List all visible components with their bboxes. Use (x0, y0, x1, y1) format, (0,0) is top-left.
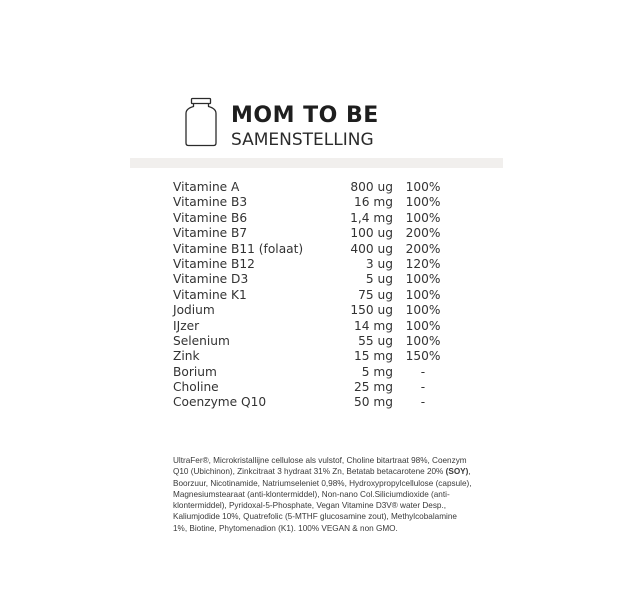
nutrient-row (173, 242, 473, 257)
nutrient-row (173, 319, 473, 334)
nutrient-row (173, 349, 473, 364)
nutrient-name: Vitamine D3 (173, 272, 249, 287)
page-subtitle: SAMENSTELLING (231, 130, 374, 150)
nutrient-name: Vitamine B7 (173, 226, 248, 241)
nutrient-amount: 55 ug (358, 333, 393, 348)
page-title: MOM TO BE (231, 103, 379, 128)
nutrient-name: Vitamine K1 (173, 287, 247, 302)
jar-icon (184, 97, 218, 147)
nutrient-name: Choline (173, 380, 219, 395)
ingredients-text (173, 455, 473, 534)
nutrient-percent: - (420, 380, 426, 395)
nutrient-row (173, 365, 473, 380)
nutrient-amount: 5 ug (365, 272, 393, 287)
nutrient-row (173, 380, 473, 395)
nutrient-name: Vitamine B6 (173, 210, 248, 225)
nutrient-row (173, 303, 473, 318)
nutrient-percent: - (420, 364, 426, 379)
nutrient-percent: 100% (405, 333, 441, 348)
nutrient-percent: 100% (405, 272, 441, 287)
nutrient-amount: 15 mg (354, 349, 393, 364)
nutrient-amount: 16 mg (354, 195, 393, 210)
nutrient-percent: 100% (405, 210, 441, 225)
nutrient-row (173, 334, 473, 349)
nutrient-amount: 14 mg (354, 318, 393, 333)
nutrient-name: Vitamine A (173, 180, 240, 194)
nutrient-row (173, 272, 473, 287)
nutrient-amount: 100 ug (350, 226, 393, 241)
nutrient-amount: 25 mg (354, 380, 393, 395)
nutrient-percent: 150% (405, 349, 441, 364)
nutrient-amount: 3 ug (365, 256, 393, 271)
nutrient-row (173, 226, 473, 241)
nutrient-percent: 100% (405, 318, 441, 333)
nutrient-percent: 120% (405, 256, 441, 271)
nutrient-name: Vitamine B11 (folaat) (173, 241, 304, 256)
nutrient-row (173, 257, 473, 272)
ingredients-part: , Boorzuur, Nicotinamide, Natriumseleniet 0,98%, Hydroxypropylcellulose (capsule), Magnesiumstearaat (anti-klontermiddel), Non-nano Col.Siliciumdioxide (anti-klontermiddel), Pyridoxal-5-Phosphate, Vegan Vitamine D3V® water Desp., Kaliumjodide 10%, Quatrefolic (5-MTHF glucosamine zout), Methylcobalamine 1%, Biotine, Phytomenadion (K1). 100% VEGAN & non GMO. (173, 467, 472, 533)
nutrient-row (173, 395, 473, 410)
nutrient-amount: 400 ug (350, 241, 393, 256)
nutrient-percent: 100% (405, 287, 441, 302)
nutrient-percent: 100% (405, 303, 441, 318)
nutrient-name: Coenzyme Q10 (173, 395, 267, 410)
nutrient-amount: 150 ug (350, 303, 393, 318)
nutrient-amount: 1,4 mg (350, 210, 393, 225)
nutrient-row (173, 195, 473, 210)
nutrient-amount: 5 mg (361, 364, 393, 379)
nutrient-name: Vitamine B12 (173, 256, 255, 271)
nutrient-percent: 200% (405, 241, 441, 256)
ingredients-part: UltraFer®, Microkristallijne cellulose als vulstof, Choline bitartraat 98%, Coenzym Q10 (Ubichinon), Zinkcitraat 3 hydraat 31% Zn, Betatab betacarotene 20% (173, 456, 467, 477)
nutrient-amount: 50 mg (354, 395, 393, 410)
nutrient-percent: 100% (405, 195, 441, 210)
nutrient-percent: 200% (405, 226, 441, 241)
nutrient-row (173, 288, 473, 303)
nutrient-name: Zink (173, 349, 200, 364)
nutrient-name: Selenium (173, 333, 230, 348)
divider-band (130, 158, 503, 168)
nutrient-table (173, 180, 473, 411)
nutrient-name: Vitamine B3 (173, 195, 248, 210)
nutrient-row (173, 211, 473, 226)
allergen-label: (SOY) (445, 467, 469, 477)
nutrient-percent: 100% (405, 180, 441, 194)
nutrient-name: Jodium (173, 303, 215, 318)
nutrient-amount: 800 ug (350, 180, 393, 194)
nutrient-amount: 75 ug (358, 287, 393, 302)
nutrient-name: IJzer (173, 318, 200, 333)
nutrient-name: Borium (173, 364, 217, 379)
nutrient-percent: - (420, 395, 426, 410)
nutrient-row (173, 180, 473, 195)
